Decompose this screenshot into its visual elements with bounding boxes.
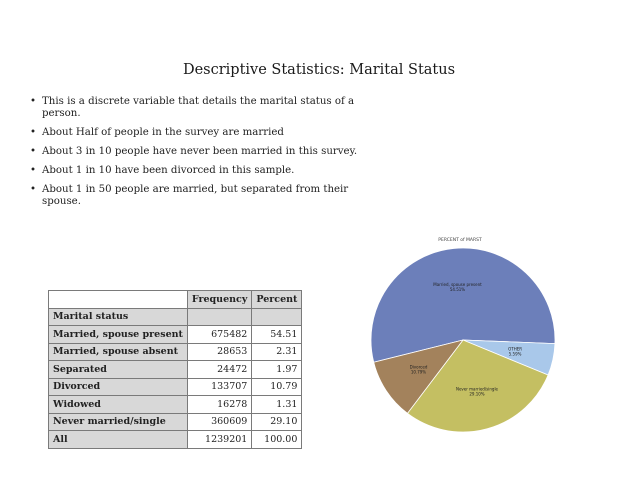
slice-label-3: Divorced: [409, 364, 428, 370]
group-label: Marital status: [49, 308, 188, 326]
row-label: Married, spouse absent: [49, 343, 188, 361]
chart-title: PERCENT of MARST: [438, 238, 482, 243]
row-label: Married, spouse present: [49, 326, 188, 344]
slice-percent-2: 29.10%: [469, 391, 485, 397]
slice-percent-3: 10.79%: [410, 369, 427, 375]
bullet-item: • About 3 in 10 people have never been married in this survey.: [30, 146, 360, 158]
frequency-cell: 24472: [187, 361, 251, 379]
table-row: [49, 431, 302, 449]
slide-title: Descriptive Statistics: Marital Status: [182, 62, 456, 78]
slice-label-2: Never married/single: [455, 386, 499, 392]
frequency-header: Frequency: [187, 291, 251, 309]
bullet-item: • This is a discrete variable that details the marital status of a person.: [30, 96, 360, 120]
table-row: [49, 413, 302, 431]
frequency-cell: 16278: [187, 396, 251, 414]
frequency-cell: 28653: [187, 343, 251, 361]
table-row: [49, 326, 302, 344]
bullet-item: • About Half of people in the survey are married: [30, 127, 360, 139]
row-label: Never married/single: [49, 413, 188, 431]
bullet-list: [30, 96, 360, 215]
table-corner-cell: [49, 291, 188, 309]
slice-label-1: OTHER: [508, 346, 523, 352]
table-row: [49, 343, 302, 361]
percent-cell: 2.31: [252, 343, 302, 361]
table-row: [49, 378, 302, 396]
row-label: Separated: [49, 361, 188, 379]
row-label: All: [49, 431, 188, 449]
frequency-cell: 1239201: [187, 431, 251, 449]
table-row: [49, 361, 302, 379]
pie-chart: [360, 230, 560, 450]
row-label: Divorced: [49, 378, 188, 396]
table-row: [49, 396, 302, 414]
frequency-cell: 133707: [187, 378, 251, 396]
percent-cell: 10.79: [252, 378, 302, 396]
frequency-cell: 675482: [187, 326, 251, 344]
percent-cell: 54.51: [252, 326, 302, 344]
frequency-cell: 360609: [187, 413, 251, 431]
slice-label-0: Married, spouse present: [433, 281, 482, 287]
percent-cell: 1.31: [252, 396, 302, 414]
empty-cell: [252, 308, 302, 326]
percent-cell: 100.00: [252, 431, 302, 449]
pie-chart-svg: [360, 230, 560, 450]
percent-cell: 29.10: [252, 413, 302, 431]
row-label: Widowed: [49, 396, 188, 414]
bullet-item: • About 1 in 10 have been divorced in this sample.: [30, 165, 360, 177]
table-header-row: [49, 291, 302, 309]
percent-cell: 1.97: [252, 361, 302, 379]
slice-percent-1: 5.59%: [508, 351, 522, 357]
bullet-item: • About 1 in 50 people are married, but separated from their spouse.: [30, 184, 360, 208]
frequency-table: [48, 290, 302, 449]
slice-percent-0: 54.51%: [449, 286, 466, 292]
percent-header: Percent: [252, 291, 302, 309]
table-group-row: [49, 308, 302, 326]
empty-cell: [187, 308, 251, 326]
